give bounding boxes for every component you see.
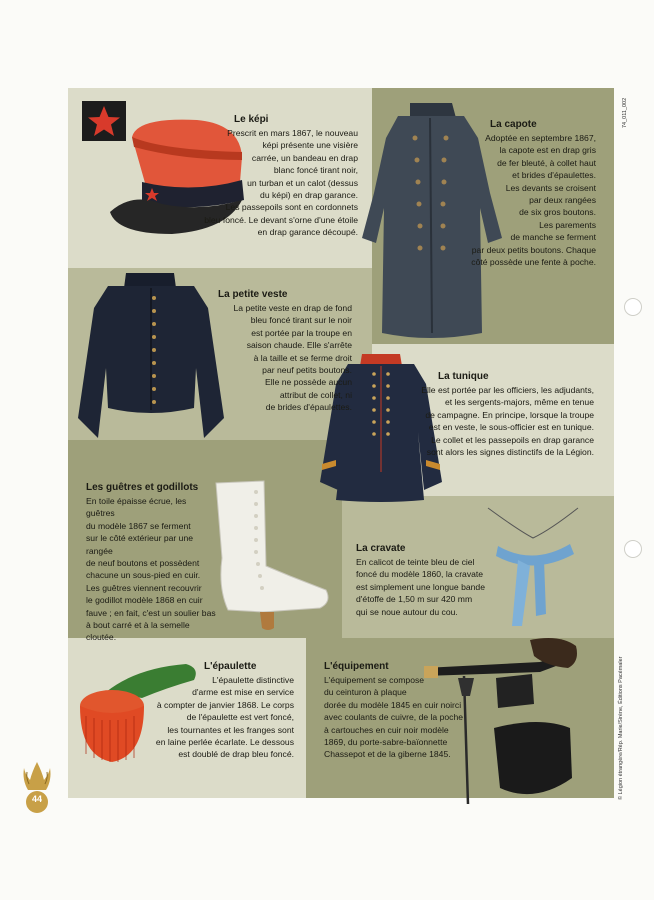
- kepi-line: Les passepoils sont en cordonnets: [225, 202, 358, 213]
- veste-text: [194, 288, 352, 414]
- epaulette-title: L'épaulette: [204, 661, 257, 672]
- capote-line: et brides d'épaulettes.: [512, 170, 596, 181]
- capote-text: [460, 118, 596, 268]
- equipement-line: Chassepot et de la giberne 1845.: [324, 749, 451, 760]
- guetres-title: Les guêtres et godillots: [86, 482, 199, 493]
- guetres-line: Les guêtres viennent recouvrir: [86, 582, 202, 593]
- tunique-line: est en veste, le sous-officier est en tunique.: [428, 422, 594, 433]
- tunique-text: [412, 370, 594, 458]
- cravate-line: est simplement une longue bande: [356, 581, 485, 592]
- tunique-line: sont alors les signes distinctifs de la Légion.: [426, 447, 594, 458]
- cravate-line: qui se noue autour du cou.: [356, 606, 458, 617]
- equipement-line: dorée du modèle 1845 en cuir noirci: [324, 699, 462, 710]
- veste-line: saison chaude. Elle s'arrête: [246, 340, 352, 351]
- capote-line: côté possède une fente à poche.: [471, 257, 596, 268]
- guetres-line: fauve ; en fait, c'est un soulier bas: [86, 607, 216, 618]
- capote-title: La capote: [490, 119, 537, 130]
- kepi-text: [170, 113, 358, 239]
- kepi-line: carrée, un bandeau en drap: [251, 152, 358, 163]
- tunique-line: de campagne. En principe, lorsque la troupe: [425, 409, 594, 420]
- cravate-line: En calicot de teinte bleu de ciel: [356, 557, 475, 567]
- equipement-line: à cartouches en cuir noir modèle: [324, 724, 449, 735]
- veste-title: La petite veste: [218, 289, 288, 300]
- veste-line: à la taille et se ferme droit: [253, 352, 352, 363]
- epaulette-line: les tournantes et les franges sont: [167, 724, 294, 735]
- flaming-grenade-icon: [20, 760, 54, 816]
- capote-line: Les parements: [539, 219, 596, 230]
- capote-line: la capote est en drap gris: [499, 145, 596, 156]
- veste-line: est portée par la troupe en: [251, 327, 352, 338]
- capote-line: Les devants se croisent: [505, 182, 596, 193]
- guetres-line: à bout carré et à la semelle cloutée.: [86, 620, 190, 643]
- guetres-text: [86, 481, 216, 644]
- binder-hole: [624, 540, 642, 558]
- veste-line: par neuf petits boutons.: [262, 365, 352, 376]
- tunique-title: La tunique: [438, 371, 489, 382]
- binder-hole: [624, 298, 642, 316]
- veste-line: bleu foncé tirant sur le noir: [250, 315, 352, 326]
- kepi-title: Le képi: [234, 114, 269, 125]
- capote-line: de manche se ferment: [510, 232, 596, 243]
- epaulette-line: L'épaulette distinctive: [212, 675, 294, 685]
- cravate-text: [356, 542, 488, 618]
- kepi-line: blanc foncé tirant noir,: [273, 165, 358, 176]
- kepi-line: un turban et un calot (dessus: [247, 177, 358, 188]
- equipement-text: [324, 660, 464, 761]
- epaulette-line: à compter de janvier 1868. Le corps: [156, 699, 294, 710]
- epaulette-line: d'arme est mise en service: [192, 687, 294, 698]
- kepi-line: en drap garance découpé.: [257, 227, 358, 238]
- tunique-line: Elle est portée par les officiers, les adjudants,: [421, 385, 594, 395]
- cravate-illustration: [478, 500, 588, 630]
- cravate-line: foncé du modèle 1860, la cravate: [356, 569, 484, 580]
- epaulette-line: en laine perlée écarlate. Le dessous: [155, 737, 294, 748]
- guetres-illustration: [208, 478, 332, 634]
- capote-line: Adoptée en septembre 1867,: [485, 133, 596, 143]
- veste-line: La petite veste en drap de fond: [233, 303, 352, 313]
- capote-line: par deux petits boutons. Chaque: [471, 244, 596, 255]
- guetres-line: de neuf boutons et possèdent: [86, 558, 200, 569]
- kepi-line: bleu foncé. Le devant s'orne d'une étoile: [204, 214, 358, 225]
- cravate-title: La cravate: [356, 543, 406, 554]
- equipement-line: L'équipement se compose: [324, 675, 425, 685]
- epaulette-line: est doublé de drap bleu foncé.: [178, 749, 294, 760]
- capote-line: par deux rangées: [529, 195, 596, 206]
- kepi-line: képi présente une visière: [262, 140, 358, 151]
- capote-line: de six gros boutons.: [519, 207, 596, 218]
- equipement-line: avec coulants de cuivre, de la poche: [324, 712, 464, 723]
- veste-line: attribut de collet, ni: [279, 389, 352, 400]
- guetres-line: du modèle 1867 se ferment: [86, 520, 191, 531]
- equipement-line: 1869, du porte-sabre-baïonnette: [324, 737, 448, 748]
- page-number: 44: [31, 794, 42, 804]
- veste-line: Elle ne possède aucun: [265, 377, 352, 388]
- guetres-line: En toile épaisse écrue, les guêtres: [86, 496, 187, 519]
- page-code: 74_011_002: [622, 97, 628, 128]
- guetres-line: chacune un sous-pied en cuir.: [86, 570, 201, 581]
- equipement-line: du ceinturon à plaque: [324, 687, 407, 698]
- epaulette-line: de l'épaulette est vert foncé,: [186, 712, 294, 723]
- tunique-line: et les sergents-majors, même en tenue: [444, 397, 594, 408]
- guetres-line: le godillot modèle 1868 en cuir: [86, 595, 203, 606]
- kepi-line: Prescrit en mars 1867, le nouveau: [227, 128, 358, 138]
- cravate-line: d'étoffe de 1,50 m sur 420 mm: [356, 594, 473, 605]
- tunique-line: Le collet et les passepoils en drap garance: [431, 434, 594, 445]
- guetres-line: sur le côté extérieur par une rangée: [86, 533, 194, 556]
- kepi-line: du képi) en drap garance.: [260, 190, 358, 201]
- epaulette-text: [148, 660, 294, 761]
- equipement-title: L'équipement: [324, 661, 389, 672]
- credit-text: © Légion étrangère/Rép. Marie/Sirène, Éditions Pacémaler: [618, 656, 624, 800]
- veste-line: de brides d'épaulettes.: [265, 402, 352, 413]
- capote-line: de fer bleuté, à collet haut: [497, 157, 596, 168]
